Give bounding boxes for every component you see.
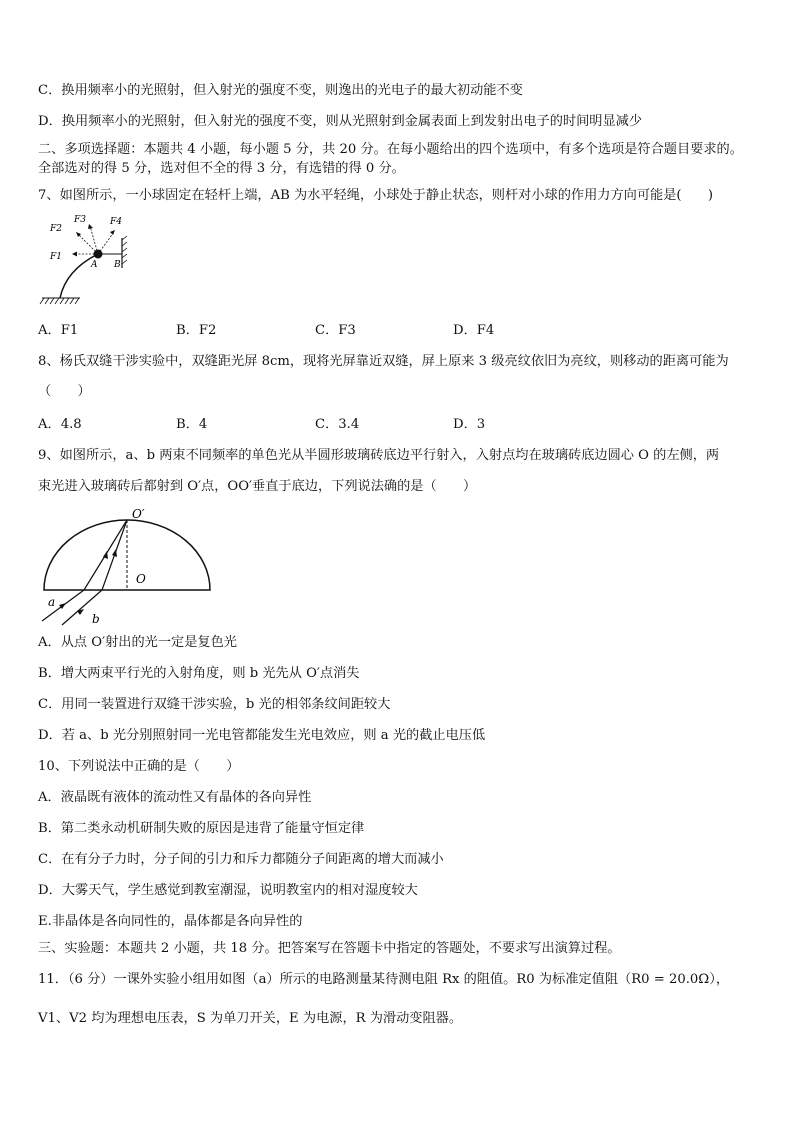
label-f2: F2 xyxy=(50,224,62,234)
q10-option-a: A．液晶既有液体的流动性又有晶体的各向异性 xyxy=(38,790,312,805)
q7-option-b: B．F2 xyxy=(176,323,217,338)
q10-option-e: E.非晶体是各向同性的，晶体都是各向异性的 xyxy=(38,914,303,929)
label-a: A xyxy=(91,260,98,270)
question-7: 7、如图所示，一小球固定在轻杆上端，AB 为水平轻绳，小球处于静止状态，则杆对小球的作用力方向可能是( ) xyxy=(38,188,714,203)
question-8: 8、杨氏双缝干涉实验中，双缝距光屏 8cm，现将光屏靠近双缝，屏上原来 3 级亮纹依旧为亮纹，则移动的距离可能为 xyxy=(38,354,729,369)
q7-option-a: A．F1 xyxy=(38,323,79,338)
option-c-text: C．换用频率小的光照射，但入射光的强度不变，则逸出的光电子的最大初动能不变 xyxy=(38,83,523,98)
label-f3: F3 xyxy=(74,215,86,225)
q9-option-b: B．增大两束平行光的入射角度，则 b 光先从 O′点消失 xyxy=(38,666,360,681)
q8-option-b: B．4 xyxy=(176,417,208,432)
section-2-heading: 二、多项选择题：本题共 4 小题，每小题 5 分，共 20 分。在每小题给出的四个选项中，有多个选项是符合题目要求的。 xyxy=(38,142,743,157)
label-o-prime: O′ xyxy=(132,507,145,521)
label-f1: F1 xyxy=(50,252,62,262)
q7-option-c: C．F3 xyxy=(315,323,356,338)
question-8-paren: （ ） xyxy=(38,384,91,399)
question-9-cont: 束光进入玻璃砖后都射到 O′点，OO′垂直于底边，下列说法确的是（ ） xyxy=(38,479,477,494)
label-ray-a: a xyxy=(48,595,56,609)
question-10: 10、下列说法中正确的是（ ） xyxy=(38,759,240,774)
question-11: 11．（6 分）一课外实验小组用如图（a）所示的电路测量某待测电阻 Rx 的阻值。R0 为标准定值阻（R0 = 20.0Ω）， xyxy=(38,972,730,987)
label-f4: F4 xyxy=(110,217,122,227)
q7-option-d: D．F4 xyxy=(453,323,495,338)
question-9: 9、如图所示，a、b 两束不同频率的单色光从半圆形玻璃砖底边平行射入，入射点均在玻璃砖底边圆心 O 的左侧，两 xyxy=(38,448,720,463)
q10-option-c: C．在有分子力时，分子间的引力和斥力都随分子间距离的增大而减小 xyxy=(38,852,444,867)
q9-figure xyxy=(36,505,236,630)
q9-option-c: C．用同一装置进行双缝干涉实验，b 光的相邻条纹间距较大 xyxy=(38,697,391,712)
q8-option-a: A．4.8 xyxy=(38,417,82,432)
q8-option-d: D．3 xyxy=(453,417,486,432)
q10-option-b: B．第二类永动机研制失败的原因是违背了能量守恒定律 xyxy=(38,821,365,836)
label-o: O xyxy=(136,572,146,586)
q7-figure xyxy=(36,210,146,310)
label-b: B xyxy=(114,260,121,270)
section-3-heading: 三、实验题：本题共 2 小题，共 18 分。把答案写在答题卡中指定的答题处，不要求写出演算过程。 xyxy=(38,941,621,956)
q8-option-c: C．3.4 xyxy=(315,417,360,432)
q9-option-a: A．从点 O′射出的光一定是复色光 xyxy=(38,635,237,650)
q9-option-d: D．若 a、b 光分别照射同一光电管都能发生光电效应，则 a 光的截止电压低 xyxy=(38,728,486,743)
section-2-heading-cont: 全部选对的得 5 分，选对但不全的得 3 分，有选错的得 0 分。 xyxy=(38,161,405,176)
label-ray-b: b xyxy=(92,612,100,626)
question-11-cont: V1、V2 均为理想电压表，S 为单刀开关，E 为电源，R 为滑动变阻器。 xyxy=(38,1011,463,1026)
option-d-text: D．换用频率小的光照射，但入射光的强度不变，则从光照射到金属表面上到发射出电子的时间明显减少 xyxy=(38,114,643,129)
q10-option-d: D．大雾天气，学生感觉到教室潮湿，说明教室内的相对湿度较大 xyxy=(38,883,418,898)
